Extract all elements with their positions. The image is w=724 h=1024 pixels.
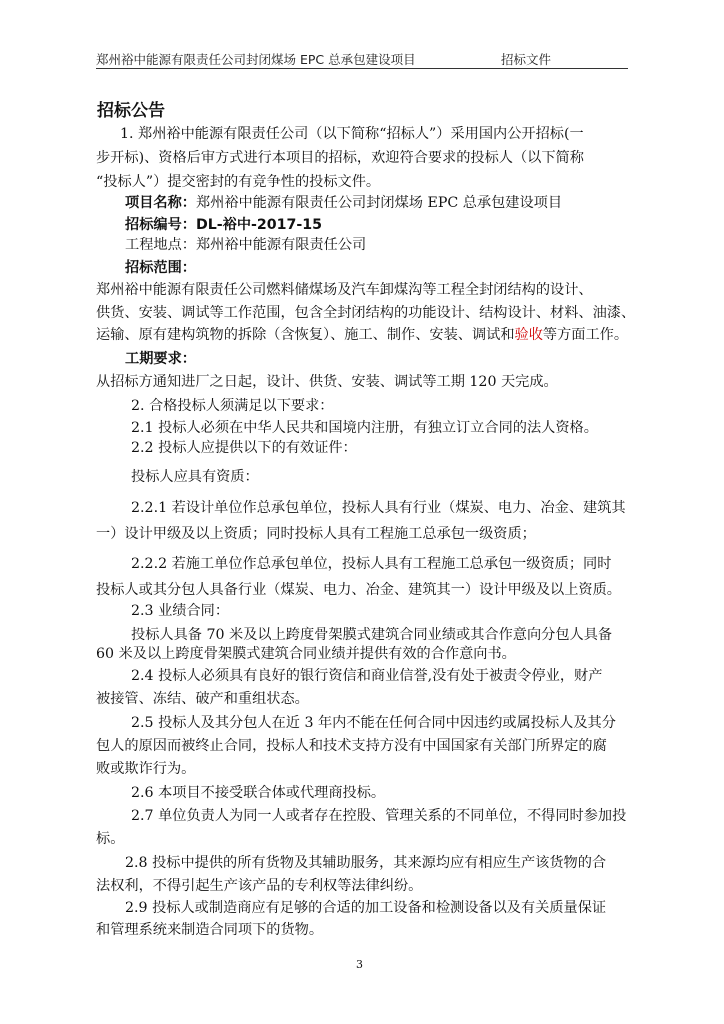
header-project-title: 郑州裕中能源有限责任公司封闭煤场 EPC 总承包建设项目 (96, 52, 416, 67)
para-1-line-1: 1. 郑州裕中能源有限责任公司（以下简称“招标人”）采用国内公开招标(一 (120, 126, 584, 142)
req-2-3-line-1: 投标人具备 70 米及以上跨度骨架膜式建筑合同业绩或其合作意向分包人具备 (131, 627, 613, 643)
qualification-heading: 投标人应具有资质： (131, 469, 259, 485)
scope-line-3-b: 等方面工作。 (542, 327, 629, 343)
para-1-line-2: 步开标)、资格后审方式进行本项目的招标，欢迎符合要求的投标人（以下简称 (96, 150, 584, 166)
req-2-5-line-2: 包人的原因而被终止合同，投标人和技术支持方没有中国国家有关部门所界定的腐 (96, 738, 607, 754)
req-2-4-line-1: 2.4 投标人必须具有良好的银行资信和商业信誉,没有处于被责令停业，财产 (131, 668, 603, 684)
req-2-2-1-line-2: 一）设计甲级及以上资质；同时投标人具有工程施工总承包一级资质； (96, 526, 536, 542)
scope-line-1: 郑州裕中能源有限责任公司燃料储煤场及汽车卸煤沟等工程全封闭结构的设计、 (96, 282, 593, 298)
scope-line-3 (96, 325, 628, 345)
req-2-2-1-line-1: 2.2.1 若设计单位作总承包单位，投标人具有行业（煤炭、电力、冶金、建筑其 (131, 500, 626, 516)
project-code-row (125, 215, 322, 235)
req-2-1: 2.1 投标人必须在中华人民共和国境内注册，有独立订立合同的法人资格。 (131, 420, 598, 436)
req-2-3-line-2: 60 米及以上跨度骨架膜式建筑合同业绩并提供有效的合作意向书。 (96, 646, 516, 662)
header-divider (96, 68, 628, 69)
project-name-label: 项目名称： (125, 195, 196, 211)
req-2-5-line-1: 2.5 投标人及其分包人在近 3 年内不能在任何合同中因违约或属投标人及其分 (131, 715, 616, 731)
para-1-line-3: “投标人”）提交密封的有竞争性的投标文件。 (96, 174, 381, 190)
scope-line-3-a: 运输、原有建构筑物的拆除（含恢复）、施工、制作、安装、调试和 (96, 327, 515, 343)
req-2-2-2-line-2: 投标人或其分包人具备行业（煤炭、电力、冶金、建筑其一）设计甲级及以上资质。 (96, 582, 621, 598)
scope-line-2: 供货、安装、调试等工作范围，包含全封闭结构的功能设计、结构设计、材料、油漆、 (96, 305, 636, 321)
req-2: 2. 合格投标人须满足以下要求： (131, 398, 334, 414)
period-label: 工期要求： (125, 351, 196, 367)
page-number: 3 (356, 958, 363, 971)
req-2-5-line-3: 败或欺诈行为。 (96, 761, 196, 777)
scope-label: 招标范围： (125, 260, 196, 276)
header-doc-type: 招标文件 (501, 52, 552, 67)
project-site-label: 工程地点： (125, 237, 196, 253)
req-2-2: 2.2 投标人应提供以下的有效证件： (131, 440, 357, 456)
req-2-8-line-2: 法权利，不得引起生产该产品的专利权等法律纠纷。 (96, 878, 423, 894)
req-2-8-line-1: 2.8 投标中提供的所有货物及其辅助服务，其来源均应有相应生产该货物的合 (125, 855, 607, 871)
req-2-2-2-line-1: 2.2.2 若施工单位作总承包单位，投标人具有工程施工总承包一级资质；同时 (131, 556, 612, 572)
project-site-row (125, 235, 366, 255)
period-value: 从招标方通知进厂之日起，设计、供货、安装、调试等工期 120 天完成。 (96, 374, 558, 390)
project-name-row (125, 193, 562, 213)
req-2-3: 2.3 业绩合同： (131, 603, 230, 619)
project-site-value: 郑州裕中能源有限责任公司 (195, 237, 367, 253)
project-code-value: DL-裕中-2017-15 (195, 217, 323, 233)
project-code-label: 招标编号： (125, 217, 196, 233)
req-2-9-line-1: 2.9 投标人或制造商应有足够的合适的加工设备和检测设备以及有关质量保证 (125, 900, 607, 916)
req-2-7-line-2: 标。 (96, 831, 125, 847)
page-header (96, 50, 636, 70)
req-2-7-line-1: 2.7 单位负责人为同一人或者存在控股、管理关系的不同单位，不得同时参加投 (131, 808, 627, 824)
section-title: 招标公告 (97, 101, 165, 121)
req-2-6: 2.6 本项目不接受联合体或代理商投标。 (131, 785, 386, 801)
req-2-4-line-2: 被接管、冻结、破产和重组状态。 (96, 691, 309, 707)
scope-highlight-word: 验收 (514, 327, 543, 343)
project-name-value: 郑州裕中能源有限责任公司封闭煤场 EPC 总承包建设项目 (195, 195, 563, 211)
req-2-9-line-2: 和管理系统来制造合同项下的货物。 (96, 922, 324, 938)
